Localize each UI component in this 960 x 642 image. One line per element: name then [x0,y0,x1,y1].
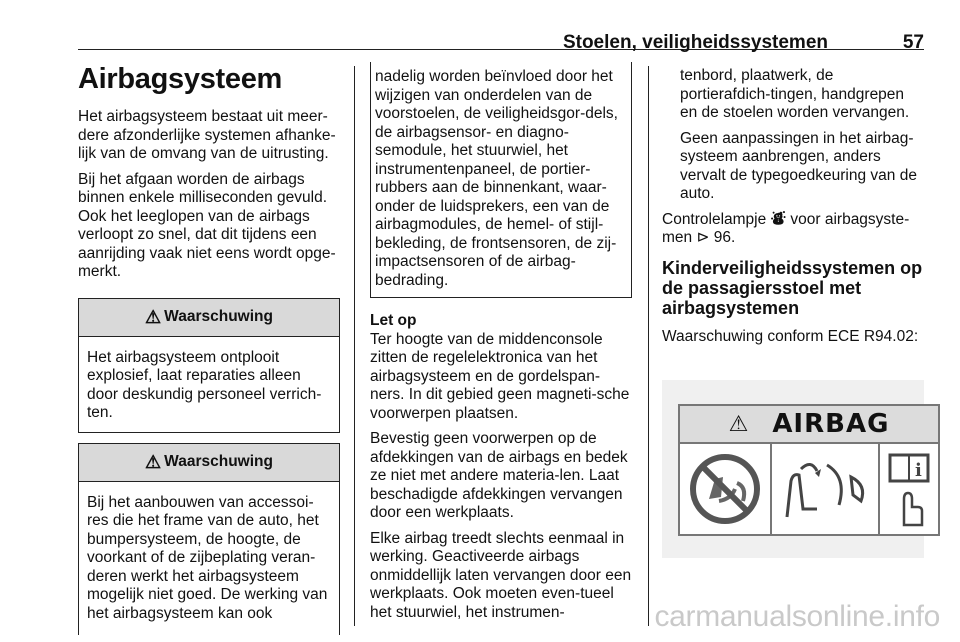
warning-box-continuation [370,62,632,298]
running-title: Stoelen, veiligheidssystemen [562,32,828,53]
page-reference: 96. [709,229,736,246]
warning-text: Bij het aanbouwen van accessoi-res die het frame van de auto, het bumpersysteem, de hoogte, de voorkant of de zijbeplating veran-deren werkt het airbagsysteem mogelijk niet goed. De werking van het airbagsysteem kan ook [87,493,328,622]
note [370,312,632,423]
manual-info-icon [880,444,938,534]
paragraph: Waarschuwing conform ECE R94.02: [662,327,919,345]
warning-box-continued [78,443,340,635]
subheading: Kinderveiligheidssystemen op de passagiersstoel met airbagsystemen [662,257,923,318]
text: voor airbagsyste-men [662,210,910,246]
note-label: Let op [370,312,417,329]
page-header [78,10,924,53]
warning-heading: Waarschuwing [164,307,273,325]
paragraph: Elke airbag treedt slechts eenmaal in werking. Geactiveerde airbags onmiddellijk laten vervangen door een werkplaats. Ook moeten even-tueel het stuurwiel, het instrumen- [370,529,632,621]
paragraph: tenbord, plaatwerk, de portierafdich-tingen, handgrepen en de stoelen worden vervangen. [680,67,910,121]
page-reference-icon: ⊳ [696,229,710,246]
warning-text: nadelig worden beïnvloed door het wijzigen van onderdelen van de voorstoelen, de veiligheidsgor-dels, de airbagsensor- en diagno-semodule, het stuurwiel, het instrumentenpaneel, de portier-rubbers aan de binnenkant, waar-onder de luidsprekers, een van de airbagmodules, de hemel- of stijl-bekleding, de frontsensoren, de zij-impactsensoren of de airbag-bedrading. [375,68,618,289]
airbag-deploy-icon [772,444,880,534]
paragraph: Bevestig geen voorwerpen op de afdekkingen van de airbags en bedek ze niet met andere materia-len. Laat beschadigde afdekkingen vervangen door een werkplaats. [370,430,628,521]
column-1 [78,62,340,635]
column-divider-2 [648,66,649,626]
airbag-warning-label-figure [662,380,924,558]
column-3 [662,62,924,558]
note-text: Ter hoogte van de middenconsole zitten de regelelektronica van het airbagsysteem en de gordelspan-ners. In dit gebied geen magneti-sche voorwerpen plaatsen. [370,330,630,422]
airbag-lamp-icon: ⛇ [770,210,787,228]
page-number: 57 [902,32,924,53]
warning-header [79,299,339,337]
control-lamp-reference [662,211,924,248]
label-pictograms [680,444,938,534]
no-child-seat-icon [680,444,772,534]
column-divider-1 [354,66,355,626]
label-header [680,406,938,444]
warning-triangle-icon: ⚠ [145,306,162,327]
warning-text: Het airbagsysteem ontplooit explosief, laat reparaties alleen door deskundig personeel verrich-ten. [87,348,322,421]
watermark: carmanualsonline.info [654,600,940,633]
airbag-warning-label [678,404,940,536]
paragraph: Bij het afgaan worden de airbags binnen enkele milliseconden gevuld. Ook het leeglopen van de airbags verloopt zo snel, dat dit tijdens een aanrijding vaak niet eens wordt opge-merkt. [78,170,336,280]
continued-list [662,67,924,204]
label-word: AIRBAG [772,408,890,439]
svg-text:i: i [915,460,922,481]
warning-header [79,444,339,482]
warning-heading: Waarschuwing [164,452,273,470]
warning-triangle-icon: ⚠ [145,451,162,472]
paragraph: Het airbagsysteem bestaat uit meer-dere afzonderlijke systemen afhanke-lijk van de omvang van de uitrusting. [78,108,336,162]
paragraph: Geen aanpassingen in het airbag-systeem aanbrengen, anders vervalt de typegoedkeuring van de auto. [680,129,917,202]
text: Controlelampje [662,210,771,228]
warning-box [78,298,340,433]
section-title: Airbagsysteem [78,63,283,95]
warning-triangle-icon: ⚠ [728,411,749,436]
column-2 [370,62,632,629]
